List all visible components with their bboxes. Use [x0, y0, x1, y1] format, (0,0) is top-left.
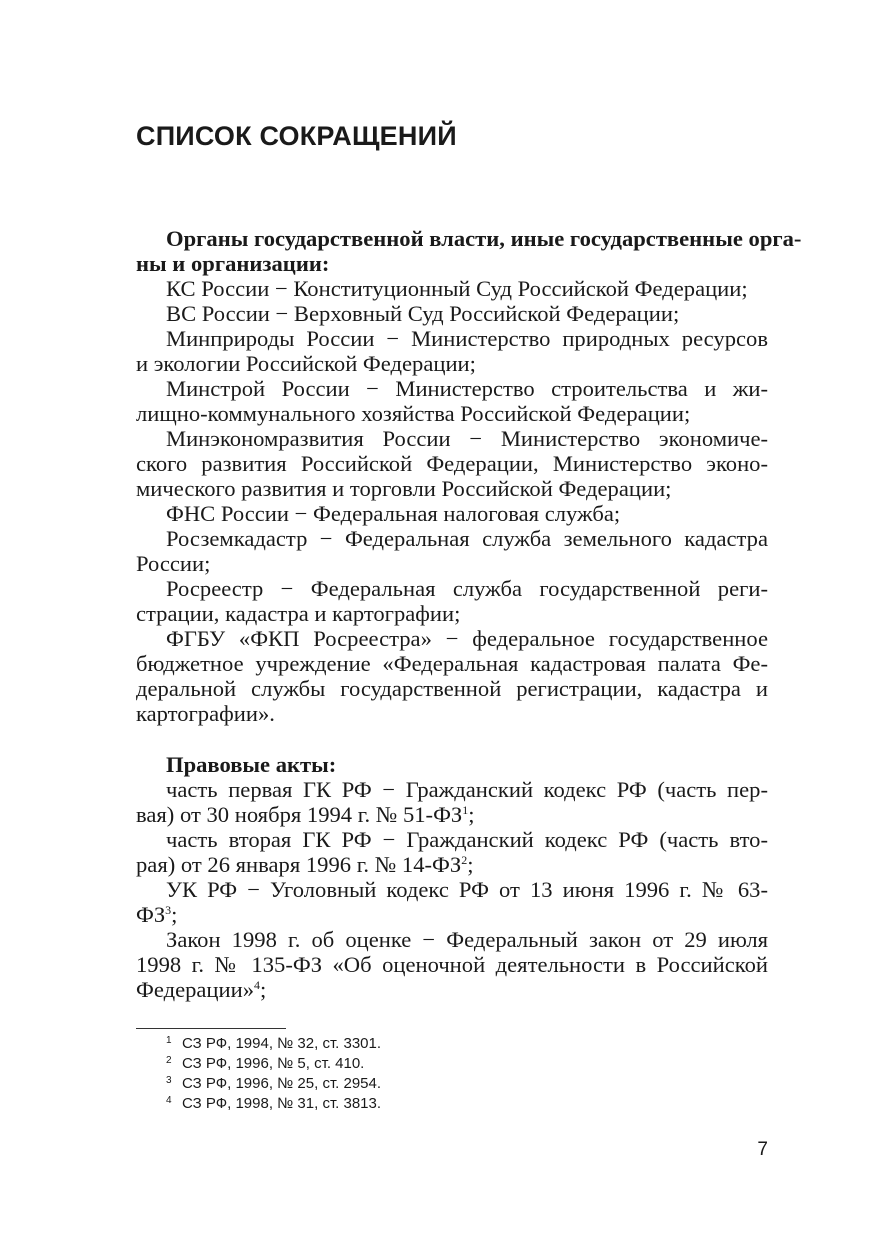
- text-line: Правовые акты:: [166, 752, 337, 777]
- text-line: деральной службы государственной регистрации, кадастра и: [136, 676, 768, 701]
- text-line: [136, 902, 768, 927]
- footnote-text: СЗ РФ, 1998, № 31, ст. 3813.: [182, 1095, 382, 1112]
- punctuation: ;: [467, 852, 474, 877]
- text-line: Органы государственной власти, иные государственные орга-: [166, 226, 802, 251]
- footnote-text: СЗ РФ, 1996, № 5, ст. 410.: [182, 1055, 365, 1072]
- text-line: УК РФ − Уголовный кодекс РФ от 13 июня 1996 г. № 63-: [166, 877, 768, 902]
- abbr-entry-minekonomrazvitiya: [136, 426, 768, 501]
- punctuation: ;: [468, 802, 475, 827]
- footnote: 1 СЗ РФ, 1994, № 32, ст. 3301.: [166, 1035, 382, 1052]
- punctuation: ;: [171, 902, 178, 927]
- text-line: России;: [136, 551, 211, 576]
- abbr-entry-fns: [136, 501, 768, 526]
- text-line: Росземкадастр − Федеральная служба земельного кадастра: [166, 526, 768, 551]
- footnote: 4 СЗ РФ, 1998, № 31, ст. 3813.: [166, 1095, 382, 1112]
- text-line: ФНС России − Федеральная налоговая служба;: [166, 501, 621, 526]
- text-line: ФГБУ «ФКП Росреестра» − федеральное государственное: [166, 626, 768, 651]
- footnote-divider: [136, 1028, 286, 1029]
- abbr-entry-rosreestr: [136, 576, 768, 626]
- footnote-ref: 4: [254, 978, 260, 992]
- text-line: [136, 852, 768, 877]
- page-title: СПИСОК СОКРАЩЕНИЙ: [136, 121, 457, 151]
- abbr-entry-minprirody: [136, 326, 768, 376]
- section-gap: [136, 726, 768, 752]
- text-line: ского развития Российской Федерации, Министерство эконо-: [136, 451, 768, 476]
- abbreviations-list: [136, 226, 802, 1002]
- text-line: ВС России − Верховный Суд Российской Федерации;: [166, 301, 680, 326]
- section-heading-legal-acts: [136, 752, 768, 777]
- footnote: 2 СЗ РФ, 1996, № 5, ст. 410.: [166, 1055, 365, 1072]
- footnote-ref: 1: [462, 803, 469, 817]
- abbr-entry-vs: [136, 301, 768, 326]
- footnote: 3 СЗ РФ, 1996, № 25, ст. 2954.: [166, 1075, 382, 1092]
- text-line: часть вторая ГК РФ − Гражданский кодекс РФ (часть вто-: [166, 827, 768, 852]
- text-fragment: Федерации»: [136, 977, 254, 1002]
- abbr-entry-minstroy: [136, 376, 768, 426]
- abbr-entry-zakon-ob-otsenke: [136, 927, 768, 1002]
- text-fragment: ФЗ: [136, 902, 166, 927]
- footnote-ref: 3: [165, 903, 172, 917]
- abbr-entry-ks: [136, 276, 768, 301]
- text-fragment: рая) от 26 января 1996 г. № 14-ФЗ: [136, 852, 462, 877]
- text-line: ны и организации:: [136, 251, 330, 276]
- text-line: Закон 1998 г. об оценке − Федеральный закон от 29 июля: [166, 927, 768, 952]
- abbr-entry-fgbu-fkp: [136, 626, 768, 726]
- text-line: картографии».: [136, 701, 275, 726]
- footnote-text: СЗ РФ, 1994, № 32, ст. 3301.: [182, 1035, 382, 1052]
- footnote-ref: 2: [461, 853, 468, 867]
- footnote-text: СЗ РФ, 1996, № 25, ст. 2954.: [182, 1075, 382, 1092]
- text-line: Минэкономразвития России − Министерство экономиче-: [166, 426, 768, 451]
- footnotes: [166, 1034, 381, 1114]
- page-number: 7: [757, 1139, 768, 1160]
- text-line: [136, 802, 768, 827]
- text-line: мического развития и торговли Российской Федерации;: [136, 476, 672, 501]
- text-line: [136, 977, 768, 1002]
- abbr-entry-gk-part-two: [136, 827, 768, 877]
- text-line: Минприроды России − Министерство природных ресурсов: [166, 326, 768, 351]
- text-line: 1998 г. № 135-ФЗ «Об оценочной деятельности в Российской: [136, 952, 768, 977]
- abbr-entry-gk-part-one: [136, 777, 768, 827]
- text-line: и экологии Российской Федерации;: [136, 351, 476, 376]
- text-line: Минстрой России − Министерство строительства и жи-: [166, 376, 768, 401]
- section-heading-government-bodies: [136, 226, 802, 276]
- abbr-entry-roszemkadastr: [136, 526, 768, 576]
- text-line: бюджетное учреждение «Федеральная кадастровая палата Фе-: [136, 651, 768, 676]
- text-line: страции, кадастра и картографии;: [136, 601, 461, 626]
- text-fragment: вая) от 30 ноября 1994 г. № 51-ФЗ: [136, 802, 463, 827]
- text-line: часть первая ГК РФ − Гражданский кодекс РФ (часть пер-: [166, 777, 768, 802]
- text-line: КС России − Конституционный Суд Российской Федерации;: [166, 276, 748, 301]
- text-line: Росреестр − Федеральная служба государственной реги-: [166, 576, 768, 601]
- abbr-entry-uk: [136, 877, 768, 927]
- text-line: лищно-коммунального хозяйства Российской Федерации;: [136, 401, 691, 426]
- punctuation: ;: [260, 977, 267, 1002]
